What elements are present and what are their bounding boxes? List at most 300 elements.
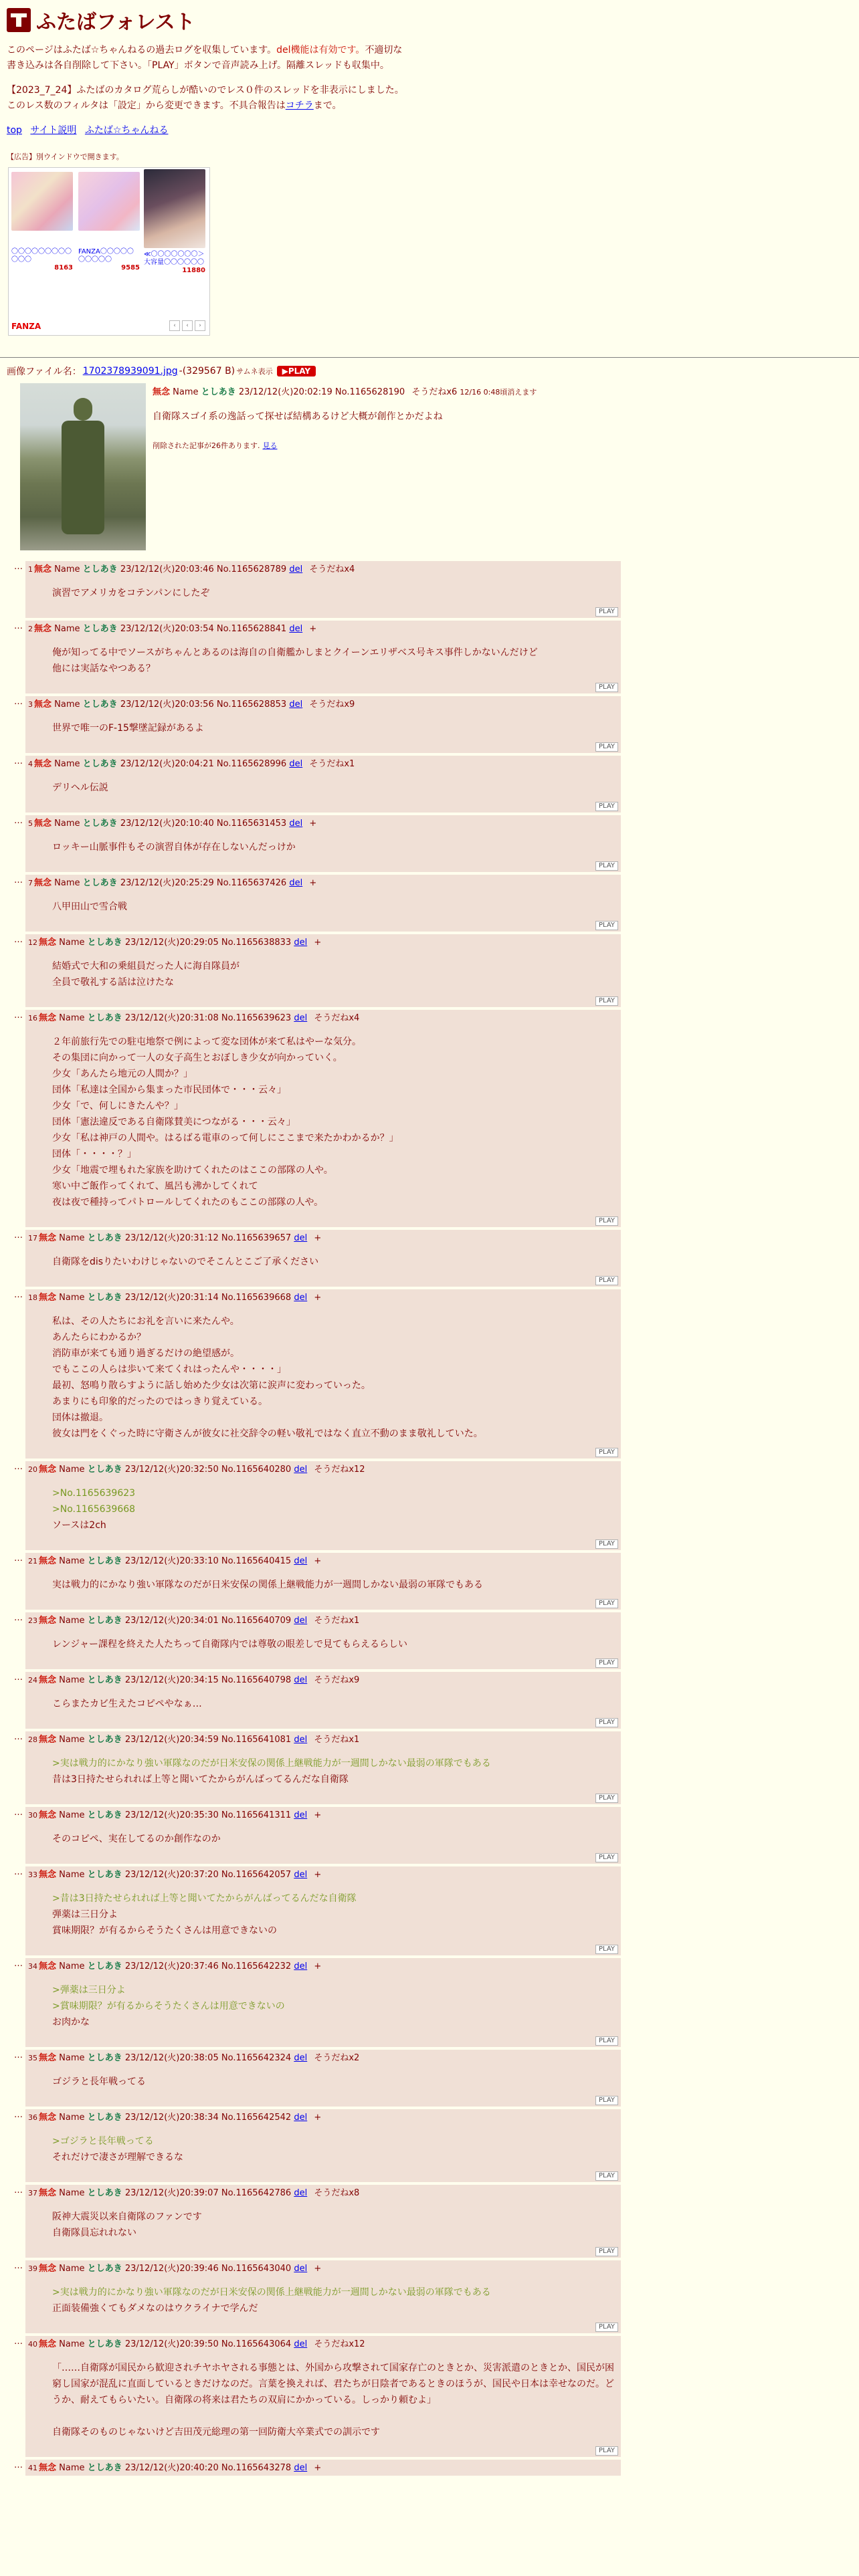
reply-body <box>52 1755 618 1788</box>
reply-row <box>7 1612 852 1669</box>
ad-image-2[interactable] <box>78 172 140 231</box>
reply-post-number: No.1165628853 <box>216 700 287 710</box>
soudane-button[interactable]: + <box>314 2264 322 2274</box>
reply-subject: 無念 <box>39 1465 57 1475</box>
reply-post <box>25 756 621 813</box>
op-date: 23/12/12(火)20:02:19 <box>238 387 332 397</box>
del-link[interactable]: del <box>294 938 308 948</box>
play-button[interactable]: PLAY <box>595 1599 618 1608</box>
text-line: 少女「で、何しにきたんや？」 <box>52 1101 183 1111</box>
reply-subject: 無念 <box>39 2188 57 2198</box>
reply-subject: 無念 <box>39 1293 57 1303</box>
soudane-button[interactable]: そうだねx9 <box>309 700 355 710</box>
reply-number: 17 <box>28 1234 37 1243</box>
reply-name-label: Name <box>59 1616 85 1626</box>
soudane-button[interactable]: そうだねx12 <box>314 1465 365 1475</box>
text-line: 他には実話なやつある？ <box>52 663 155 674</box>
del-link[interactable]: del <box>289 819 303 829</box>
reply-number: 36 <box>28 2113 37 2122</box>
reply-subject: 無念 <box>34 700 52 710</box>
del-link[interactable]: del <box>294 1556 308 1566</box>
reply-row <box>7 2109 852 2182</box>
play-button[interactable]: PLAY <box>595 2096 618 2105</box>
reply-header <box>28 1464 618 1476</box>
reply-post <box>25 934 621 1007</box>
play-button[interactable]: PLAY <box>595 2036 618 2046</box>
bug-report-link[interactable]: コチラ <box>285 100 314 111</box>
reply-post-number: No.1165628789 <box>216 564 287 574</box>
play-button[interactable]: PLAY <box>595 861 618 871</box>
soudane-button[interactable]: + <box>309 819 317 829</box>
reply-post <box>25 2109 621 2182</box>
play-button[interactable]: PLAY <box>595 1794 618 1803</box>
ad-image-1[interactable] <box>11 172 73 231</box>
play-button[interactable]: PLAY <box>595 2323 618 2332</box>
op-thumbnail-image[interactable] <box>20 383 146 550</box>
reply-name: としあき <box>82 564 118 574</box>
soudane-button[interactable]: + <box>309 878 317 888</box>
play-row <box>28 1446 618 1457</box>
text-line: あまりにも印象的だったのではっきり覚えている。 <box>52 1396 268 1407</box>
ad-price-1: 8163 <box>54 264 73 272</box>
reply-subject: 無念 <box>39 2264 57 2274</box>
reply-body <box>52 1831 618 1847</box>
text-line: それだけで凄さが理解できるな <box>52 2152 183 2163</box>
reply-body <box>52 2284 618 2317</box>
del-link[interactable]: del <box>294 2463 308 2473</box>
reply-name-label: Name <box>59 1556 85 1566</box>
soudane-button[interactable]: + <box>314 1293 322 1303</box>
play-button[interactable]: PLAY <box>595 1718 618 1727</box>
reply-subject: 無念 <box>34 878 52 888</box>
ad-image-3[interactable] <box>144 169 205 248</box>
del-link[interactable]: del <box>289 759 303 769</box>
play-button[interactable]: PLAY <box>595 2446 618 2456</box>
reply-header <box>28 1675 618 1687</box>
play-row <box>28 1597 618 1608</box>
reply-row <box>7 934 852 1007</box>
ad-item-3[interactable] <box>144 172 205 274</box>
reply-post-number: No.1165637426 <box>216 878 287 888</box>
reply-post-number: No.1165639623 <box>221 1013 292 1023</box>
reply-date: 23/12/12(火)20:04:21 <box>120 759 214 769</box>
soudane-button[interactable]: そうだねx4 <box>314 1013 360 1023</box>
divider <box>0 357 859 358</box>
reply-date: 23/12/12(火)20:38:34 <box>124 2113 219 2123</box>
reply-post <box>25 621 621 693</box>
del-link[interactable]: del <box>294 1961 308 1971</box>
intro-text-1a: このページはふたば☆ちゃんねるの過去ログを収集しています。 <box>7 45 277 56</box>
text-line: 自衛隊そのものじゃないけど吉田茂元総理の第一回防衛大卒業式での訓示です <box>52 2427 380 2438</box>
play-button[interactable]: PLAY <box>595 2171 618 2181</box>
reply-header <box>28 1869 618 1881</box>
text-line: 夜は夜で種持ってパトロールしてくれたのもここの部隊の人や。 <box>52 1197 324 1208</box>
text-line: 自衛隊をdisりたいわけじゃないのでそこんとこご了承ください <box>52 1257 319 1267</box>
ad-item-1[interactable] <box>11 172 73 272</box>
del-link[interactable]: del <box>294 1293 308 1303</box>
reply-number: 30 <box>28 1811 37 1820</box>
soudane-button[interactable]: そうだねx1 <box>314 1735 360 1745</box>
del-link[interactable]: del <box>294 1675 308 1685</box>
reply-body <box>52 1485 618 1533</box>
del-link[interactable]: del <box>294 1810 308 1820</box>
op-soudane[interactable]: そうだねx6 <box>411 387 458 397</box>
ad-caption-3[interactable]: ≪〇〇〇〇〇〇〇＞大容量〇〇〇〇〇〇 <box>144 251 205 266</box>
reply-subject: 無念 <box>34 564 52 574</box>
play-button[interactable]: PLAY <box>595 607 618 617</box>
reply-name: としあき <box>87 1675 122 1685</box>
reply-body <box>52 1254 618 1270</box>
reply-list <box>7 561 852 2476</box>
reply-name: としあき <box>82 759 118 769</box>
reply-name: としあき <box>87 2463 122 2473</box>
del-link[interactable]: del <box>294 1465 308 1475</box>
text-line: 団体は撤退。 <box>52 1412 108 1423</box>
reply-indent-dots: … <box>14 2185 23 2195</box>
reply-post <box>25 815 621 872</box>
reply-indent-dots: … <box>14 697 23 707</box>
play-button[interactable]: PLAY <box>595 802 618 811</box>
reply-body <box>52 645 618 677</box>
op-header <box>153 385 537 397</box>
text-line: そのコピペ、実在してるのか創作なのか <box>52 1834 221 1844</box>
reply-post-number: No.1165628996 <box>216 759 287 769</box>
reply-post-number: No.1165640280 <box>221 1465 292 1475</box>
site-header <box>7 5 852 35</box>
play-row <box>28 2245 618 2256</box>
text-line: 団体「・・・・？」 <box>52 1149 136 1160</box>
reply-body <box>52 1313 618 1442</box>
reply-subject: 無念 <box>39 2113 57 2123</box>
text-line: 実は戦力的にかなり強い軍隊なのだが日米安保の関係上継戦能力が一週間しかない最弱の軍隊でもある <box>52 1580 483 1590</box>
ad-caption-2[interactable]: FANZA〇〇〇〇〇〇〇〇〇〇 <box>78 248 134 263</box>
intro-paragraph-1 <box>7 43 408 74</box>
reply-post-number: No.1165639668 <box>221 1293 292 1303</box>
reply-post <box>25 561 621 618</box>
reply-body <box>52 1636 618 1652</box>
reply-post-number: No.1165641081 <box>221 1735 292 1745</box>
del-link[interactable]: del <box>294 1233 308 1243</box>
play-row <box>28 1274 618 1285</box>
op-name: としあき <box>201 387 236 397</box>
reply-header <box>28 623 618 635</box>
soudane-button[interactable]: そうだねx1 <box>309 759 355 769</box>
play-button[interactable]: PLAY <box>595 1448 618 1457</box>
text-line: 俺が知ってる中でソースがちゃんとあるのは海自の自衛艦かしまとクイーンエリザベス号キス事件しかないんだけど <box>52 647 538 658</box>
text-line: ２年前旅行先での駐屯地祭で例によって変な団体が来て私はやーな気分。 <box>52 1037 361 1047</box>
reply-indent-dots: … <box>14 1673 23 1683</box>
reply-subject: 無念 <box>39 1735 57 1745</box>
reply-row <box>7 2336 852 2457</box>
ad-nav <box>169 320 205 331</box>
soudane-button[interactable]: + <box>314 1961 322 1971</box>
reply-indent-dots: … <box>14 1613 23 1623</box>
text-line: 賞味期限？が有るからそうたくさんは用意できないの <box>52 1925 277 1936</box>
reply-row <box>7 621 852 693</box>
intro-paragraph-2 <box>7 83 408 114</box>
del-link[interactable]: del <box>294 2264 308 2274</box>
del-link[interactable]: del <box>294 2113 308 2123</box>
reply-post-number: No.1165640709 <box>221 1616 292 1626</box>
play-button[interactable]: PLAY <box>595 1216 618 1226</box>
nav-top-link[interactable]: top <box>7 125 22 136</box>
ad-note: 【広告】別ウインドウで開きます。 <box>7 152 124 161</box>
text-line: 「……自衛隊が国民から歓迎されチヤホヤされる事態とは、外国から攻撃されて国家存亡のときとか、災害派遣のときとか、国民が困窮し国家が混乱に直面しているときだけなのだ。言葉を換えれば、君たちが日陰者であるときのほうが、国民や日本は幸せなのだ。どうか、耐えてもらいたい。自衛隊の将来は君たちの双肩にかかっている。しっかり頼むよ」 <box>52 2363 614 2405</box>
reply-name-label: Name <box>54 819 80 829</box>
play-button[interactable]: PLAY <box>595 1945 618 1954</box>
text-line: デリヘル伝説 <box>52 782 108 793</box>
ad-prev2-icon[interactable]: ‹ <box>182 320 193 331</box>
reply-subject: 無念 <box>34 624 52 634</box>
op-play-button[interactable]: ▶PLAY <box>277 366 316 377</box>
play-button[interactable]: PLAY <box>595 921 618 930</box>
reply-post <box>25 1289 621 1459</box>
reply-body <box>52 2133 618 2165</box>
reply-subject: 無念 <box>39 2339 57 2349</box>
reply-date: 23/12/12(火)20:40:20 <box>124 2463 219 2473</box>
del-link[interactable]: del <box>294 1735 308 1745</box>
reply-subject: 無念 <box>39 1556 57 1566</box>
reply-date: 23/12/12(火)20:29:05 <box>124 938 219 948</box>
reply-indent-dots: … <box>14 2460 23 2470</box>
text-line: 自衛隊員忘れれない <box>52 2228 136 2238</box>
ad-caption-1[interactable]: 〇〇〇〇〇〇〇〇〇〇〇〇 <box>11 248 72 263</box>
ad-banner[interactable] <box>8 167 210 336</box>
reply-row <box>7 561 852 618</box>
play-button[interactable]: PLAY <box>595 2247 618 2256</box>
reply-post <box>25 1807 621 1864</box>
intro-text-1c: 不適切な書き込みは各自削除して下さい。「PLAY」ボタンで音声読み上げ。隔離スレッドも収集中。 <box>7 45 403 71</box>
reply-date: 23/12/12(火)20:37:46 <box>124 1961 219 1971</box>
soudane-button[interactable]: そうだねx9 <box>314 1675 360 1685</box>
nav-futaba-link[interactable]: ふたば☆ちゃんねる <box>84 125 169 136</box>
show-deleted-link[interactable]: 見る <box>262 441 278 450</box>
play-button[interactable]: PLAY <box>595 1853 618 1862</box>
text-line: ロッキー山脈事件もその演習自体が存在しないんだっけか <box>52 842 296 853</box>
reply-name: としあき <box>87 2053 122 2063</box>
play-button[interactable]: PLAY <box>595 1658 618 1668</box>
reply-post-number: No.1165643064 <box>221 2339 292 2349</box>
soudane-button[interactable]: + <box>314 938 322 948</box>
reply-name-label: Name <box>59 1961 85 1971</box>
reply-subject: 無念 <box>34 819 52 829</box>
play-row <box>28 800 618 811</box>
nav-about-link[interactable]: サイト説明 <box>30 125 77 136</box>
ad-price-3: 11880 <box>182 267 205 274</box>
reply-post-number: No.1165640798 <box>221 1675 292 1685</box>
soudane-button[interactable]: そうだねx4 <box>309 564 355 574</box>
reply-subject: 無念 <box>39 1810 57 1820</box>
del-link[interactable]: del <box>289 878 303 888</box>
play-row <box>28 919 618 930</box>
del-link[interactable]: del <box>294 2053 308 2063</box>
reply-name-label: Name <box>59 2113 85 2123</box>
soudane-button[interactable]: + <box>314 2463 322 2473</box>
quote-line: >実は戦力的にかなり強い軍隊なのだが日米安保の関係上継戦能力が一週間しかない最弱の軍隊でもある <box>52 2287 491 2298</box>
reply-subject: 無念 <box>39 1616 57 1626</box>
reply-post-number: No.1165641311 <box>221 1810 292 1820</box>
reply-name: としあき <box>87 1810 122 1820</box>
soudane-button[interactable]: + <box>314 1870 322 1880</box>
del-link[interactable]: del <box>289 700 303 710</box>
reply-header <box>28 1734 618 1746</box>
reply-indent-dots: … <box>14 1867 23 1877</box>
del-link[interactable]: del <box>294 1870 308 1880</box>
reply-header <box>28 1615 618 1627</box>
reply-name: としあき <box>82 819 118 829</box>
reply-name: としあき <box>82 878 118 888</box>
soudane-button[interactable]: そうだねx2 <box>314 2053 360 2063</box>
ad-brand-logo[interactable]: FANZA <box>11 322 41 331</box>
reply-subject: 無念 <box>39 2463 57 2473</box>
text-line: 正面装備強くてもダメなのはウクライナで学んだ <box>52 2303 258 2314</box>
del-link[interactable]: del <box>294 2188 308 2198</box>
reply-name-label: Name <box>54 759 80 769</box>
reply-name: としあき <box>87 1233 122 1243</box>
reply-row <box>7 1672 852 1729</box>
reply-indent-dots: … <box>14 816 23 826</box>
quote-line: >実は戦力的にかなり強い軍隊なのだが日米安保の関係上継戦能力が一週間しかない最弱の軍隊でもある <box>52 1758 491 1769</box>
reply-header <box>28 1292 618 1304</box>
play-button[interactable]: PLAY <box>595 683 618 692</box>
reply-row <box>7 1230 852 1287</box>
soudane-button[interactable]: そうだねx12 <box>314 2339 365 2349</box>
reply-indent-dots: … <box>14 2110 23 2120</box>
reply-row <box>7 875 852 932</box>
reply-name-label: Name <box>59 1870 85 1880</box>
reply-indent-dots: … <box>14 1732 23 1742</box>
reply-name-label: Name <box>59 1810 85 1820</box>
quote-line: >No.1165639668 <box>52 1504 136 1515</box>
del-link[interactable]: del <box>294 1013 308 1023</box>
text-line: 団体「私達は全国から集まった市民団体で・・・云々」 <box>52 1085 286 1095</box>
soudane-button[interactable]: + <box>314 2113 322 2123</box>
reply-subject: 無念 <box>39 2053 57 2063</box>
op-file-size: -(329567 B) <box>179 366 235 377</box>
reply-post-number: No.1165638833 <box>221 938 292 948</box>
reply-name-label: Name <box>54 624 80 634</box>
reply-number: 18 <box>28 1293 37 1302</box>
reply-header <box>28 1961 618 1973</box>
reply-header <box>28 1232 618 1245</box>
op-play-label: PLAY <box>288 366 311 376</box>
reply-subject: 無念 <box>39 1870 57 1880</box>
reply-header <box>28 2052 618 2064</box>
intro-text-2-tail: まで。 <box>313 100 342 111</box>
reply-indent-dots: … <box>14 1959 23 1969</box>
del-link[interactable]: del <box>289 564 303 574</box>
reply-number: 4 <box>28 760 33 768</box>
reply-header <box>28 564 618 576</box>
reply-post-number: No.1165643278 <box>221 2463 292 2473</box>
play-row <box>28 605 618 617</box>
quote-line: >ゴジラと長年戦ってる <box>52 2136 154 2147</box>
op-file-link[interactable]: 1702378939091.jpg <box>82 366 178 377</box>
reply-post <box>25 1612 621 1669</box>
play-row <box>28 2034 618 2046</box>
reply-indent-dots: … <box>14 2261 23 2271</box>
reply-post <box>25 1553 621 1610</box>
op-file-line <box>7 364 852 378</box>
text-line: 阪神大震災以来自衛隊のファンです <box>52 2212 202 2222</box>
reply-name-label: Name <box>59 1233 85 1243</box>
text-line: 少女「地震で埋もれた家族を助けてくれたのはここの部隊の人や。 <box>52 1165 333 1176</box>
reply-header <box>28 699 618 711</box>
reply-row <box>7 1958 852 2047</box>
reply-date: 23/12/12(火)20:34:15 <box>124 1675 219 1685</box>
reply-date: 23/12/12(火)20:10:40 <box>120 819 214 829</box>
play-button[interactable]: PLAY <box>595 742 618 752</box>
reply-row <box>7 1289 852 1459</box>
reply-post-number: No.1165631453 <box>216 819 287 829</box>
reply-row <box>7 2185 852 2258</box>
play-button[interactable]: PLAY <box>595 1539 618 1549</box>
ad-next-icon[interactable]: › <box>195 320 205 331</box>
reply-body <box>52 720 618 736</box>
reply-body <box>52 585 618 601</box>
reply-name: としあき <box>87 1013 122 1023</box>
reply-date: 23/12/12(火)20:35:30 <box>124 1810 219 1820</box>
reply-date: 23/12/12(火)20:25:29 <box>120 878 214 888</box>
reply-number: 41 <box>28 2464 37 2472</box>
reply-body <box>52 1696 618 1712</box>
play-row <box>28 994 618 1006</box>
soudane-button[interactable]: + <box>314 1233 322 1243</box>
soudane-button[interactable]: + <box>314 1556 322 1566</box>
reply-post-number: No.1165628841 <box>216 624 287 634</box>
op-subject: 無念 <box>153 387 171 397</box>
del-link[interactable]: del <box>294 2339 308 2349</box>
text-line: ソースは2ch <box>52 1520 106 1531</box>
soudane-button[interactable]: そうだねx1 <box>314 1616 360 1626</box>
reply-name: としあき <box>87 1961 122 1971</box>
reply-name-label: Name <box>54 878 80 888</box>
del-link[interactable]: del <box>289 624 303 634</box>
reply-row <box>7 2260 852 2333</box>
reply-row <box>7 756 852 813</box>
ad-prev-icon[interactable]: ‹ <box>169 320 180 331</box>
op-number: No.1165628190 <box>335 387 405 397</box>
reply-name-label: Name <box>59 1675 85 1685</box>
reply-post-number: No.1165643040 <box>221 2264 292 2274</box>
reply-body <box>52 958 618 990</box>
reply-number: 21 <box>28 1557 37 1566</box>
soudane-button[interactable]: そうだねx8 <box>314 2188 360 2198</box>
reply-number: 2 <box>28 625 33 633</box>
reply-name: としあき <box>87 1735 122 1745</box>
play-row <box>28 2321 618 2332</box>
play-row <box>28 2094 618 2105</box>
reply-name-label: Name <box>59 2463 85 2473</box>
soudane-button[interactable]: + <box>314 1810 322 1820</box>
reply-name-label: Name <box>54 564 80 574</box>
del-link[interactable]: del <box>294 1616 308 1626</box>
play-button[interactable]: PLAY <box>595 996 618 1006</box>
reply-post <box>25 2050 621 2107</box>
ad-item-2[interactable] <box>78 172 140 272</box>
reply-indent-dots: … <box>14 875 23 885</box>
reply-date: 23/12/12(火)20:39:50 <box>124 2339 219 2349</box>
reply-post <box>25 696 621 753</box>
text-line: その集団に向かって一人の女子高生とおぼしき少女が向かっていく。 <box>52 1053 343 1063</box>
op-body <box>153 383 537 550</box>
reply-date: 23/12/12(火)20:32:50 <box>124 1465 219 1475</box>
text-line <box>52 2408 618 2424</box>
play-button[interactable]: PLAY <box>595 1276 618 1285</box>
reply-name-label: Name <box>59 2264 85 2274</box>
soudane-button[interactable]: + <box>309 624 317 634</box>
text-line: お肉かな <box>52 2017 90 2028</box>
